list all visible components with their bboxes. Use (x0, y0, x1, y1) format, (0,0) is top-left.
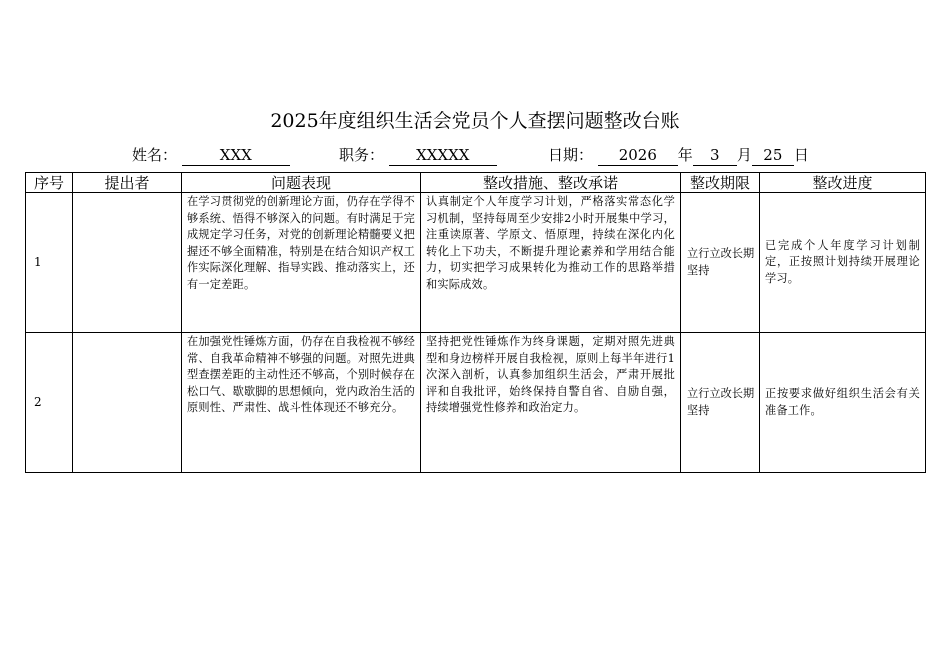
date-year: 2026 (598, 146, 678, 166)
name-label: 姓名： (132, 146, 178, 164)
year-unit: 年 (677, 146, 693, 164)
row-no: 1 (26, 193, 73, 333)
header-proposer: 提出者 (73, 173, 182, 193)
position-value: XXXXX (389, 146, 497, 166)
table-row (26, 193, 926, 333)
row-no: 2 (26, 333, 73, 473)
date-label: 日期： (548, 146, 594, 164)
row-deadline: 立行立改长期坚持 (681, 193, 760, 333)
header-no: 序号 (26, 173, 73, 193)
header-progress: 整改进度 (760, 173, 926, 193)
row-progress: 正按要求做好组织生活会有关准备工作。 (760, 333, 926, 473)
header-measures: 整改措施、整改承诺 (421, 173, 681, 193)
date-month: 3 (693, 146, 737, 166)
row-measures: 坚持把党性锤炼作为终身课题，定期对照先进典型和身边榜样开展自我检视，原则上每半年进行1次深入剖析，认真参加组织生活会，严肃开展批评和自我批评，始终保持自警自省、自励自强，持续增强党性修养和政治定力。 (421, 333, 681, 473)
date-day: 25 (752, 146, 794, 166)
month-unit: 月 (736, 146, 752, 164)
row-progress: 已完成个人年度学习计划制定，正按照计划持续开展理论学习。 (760, 193, 926, 333)
name-value: XXX (182, 146, 290, 166)
table-row (26, 333, 926, 473)
date-field (548, 145, 809, 166)
row-proposer (73, 193, 182, 333)
row-measures: 认真制定个人年度学习计划，严格落实常态化学习机制，坚持每周至少安排2小时开展集中学习，注重读原著、学原文、悟原理，持续在深化内化转化上下功夫，不断提升理论素养和学用结合能力，切实把学习成果转化为推动工作的思路举措和实际成效。 (421, 193, 681, 333)
row-proposer (73, 333, 182, 473)
position-field (339, 145, 497, 166)
header-deadline: 整改期限 (681, 173, 760, 193)
table-header-row (26, 173, 926, 193)
document-title: 2025年度组织生活会党员个人查摆问题整改台账 (270, 110, 680, 132)
position-label: 职务： (339, 146, 385, 164)
row-deadline: 立行立改长期坚持 (681, 333, 760, 473)
row-problem: 在加强党性锤炼方面，仍存在自我检视不够经常、自我革命精神不够强的问题。对照先进典型查摆差距的主动性还不够高，个别时候存在松口气、歇歇脚的思想倾向，党内政治生活的原则性、严肃性、战斗性体现还不够充分。 (182, 333, 421, 473)
name-field (132, 145, 290, 166)
day-unit: 日 (793, 146, 809, 164)
rectification-table (25, 172, 926, 473)
header-problem: 问题表现 (182, 173, 421, 193)
row-problem: 在学习贯彻党的创新理论方面，仍存在学得不够系统、悟得不够深入的问题。有时满足于完成规定学习任务，对党的创新理论精髓要义把握还不够全面精准，特别是在结合知识产权工作实际深化理解、指导实践、推动落实上，还有一定差距。 (182, 193, 421, 333)
